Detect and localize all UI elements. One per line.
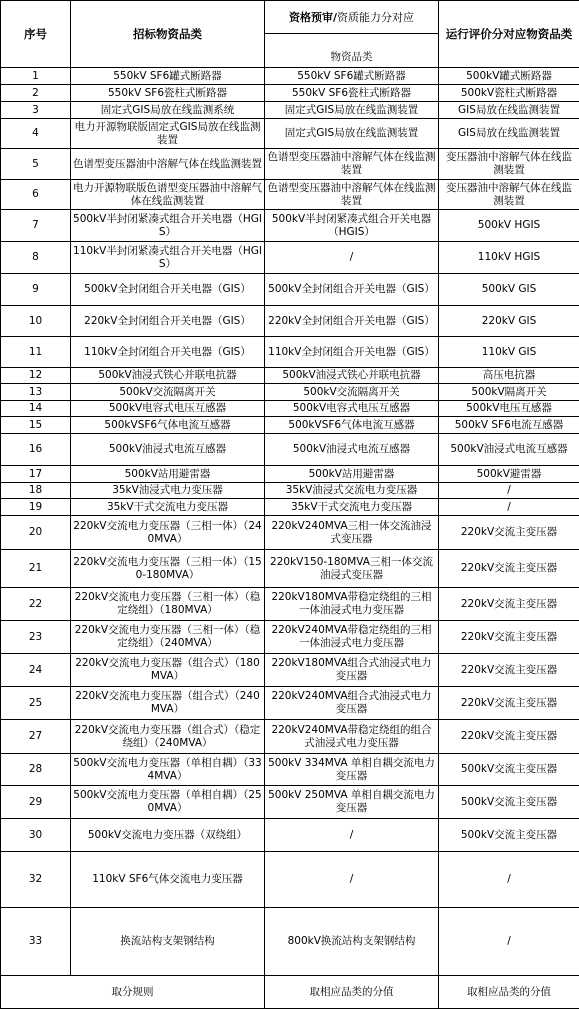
table-header-row — [1, 1, 579, 68]
row-qual-category: 500kV油浸式铁心并联电抗器 — [265, 368, 439, 384]
row-no: 20 — [1, 516, 71, 550]
table-row — [1, 516, 579, 550]
row-bid-category: 500kV站用避雷器 — [71, 466, 265, 483]
row-eval-category: 220kV交流主变压器 — [439, 516, 579, 550]
row-bid-category: 500kV交流电力变压器（单相自耦）（334MVA） — [71, 754, 265, 786]
row-bid-category: 35kV干式交流电力变压器 — [71, 499, 265, 516]
table-body — [1, 68, 579, 976]
table-row — [1, 180, 579, 210]
row-eval-category: 500kV交流主变压器 — [439, 754, 579, 786]
table-row — [1, 720, 579, 754]
row-eval-category: / — [439, 852, 579, 908]
row-eval-category: 500kV隔离开关 — [439, 384, 579, 401]
row-bid-category: 220kV交流电力变压器（组合式）（180MVA） — [71, 654, 265, 687]
row-bid-category: 35kV油浸式电力变压器 — [71, 483, 265, 499]
table-row — [1, 384, 579, 401]
row-no: 10 — [1, 306, 71, 337]
row-qual-category: 色谱型变压器油中溶解气体在线监测装置 — [265, 180, 439, 210]
row-qual-category: 500kV站用避雷器 — [265, 466, 439, 483]
row-eval-category: 220kV GIS — [439, 306, 579, 337]
row-qual-category: 500kV交流隔离开关 — [265, 384, 439, 401]
row-no: 4 — [1, 119, 71, 149]
row-bid-category: 500kV全封闭组合开关电器（GIS） — [71, 274, 265, 306]
row-eval-category: 110kV HGIS — [439, 242, 579, 274]
row-bid-category: 220kV交流电力变压器（三相一体）（240MVA） — [71, 516, 265, 550]
header-bid-category: 招标物资品类 — [71, 1, 265, 68]
header-qual-bold: 资格预审/ — [288, 10, 338, 24]
row-eval-category: / — [439, 499, 579, 516]
row-bid-category: 220kV交流电力变压器（三相一体）（稳定绕组）（180MVA） — [71, 588, 265, 621]
table-row — [1, 401, 579, 417]
footer-qual: 取相应品类的分值 — [265, 976, 439, 1009]
row-qual-category: 35kV干式交流电力变压器 — [265, 499, 439, 516]
row-eval-category: 500kV避雷器 — [439, 466, 579, 483]
table-row — [1, 434, 579, 466]
row-no: 24 — [1, 654, 71, 687]
table-row — [1, 306, 579, 337]
row-no: 23 — [1, 621, 71, 654]
table-row — [1, 337, 579, 368]
table-row — [1, 852, 579, 908]
table-row — [1, 588, 579, 621]
table-row — [1, 242, 579, 274]
row-qual-category: 35kV油浸式交流电力变压器 — [265, 483, 439, 499]
table-row — [1, 85, 579, 102]
row-bid-category: 500kV交流隔离开关 — [71, 384, 265, 401]
row-qual-category: 220kV240MVA带稳定绕组的组合式油浸式电力变压器 — [265, 720, 439, 754]
row-bid-category: 500kV交流电力变压器（单相自耦）（250MVA） — [71, 786, 265, 819]
row-eval-category: 500kV GIS — [439, 274, 579, 306]
row-qual-category: 550kV SF6瓷柱式断路器 — [265, 85, 439, 102]
footer-row — [1, 976, 579, 1009]
table-row — [1, 210, 579, 242]
row-eval-category: 220kV交流主变压器 — [439, 687, 579, 720]
row-qual-category: 110kV全封闭组合开关电器（GIS） — [265, 337, 439, 368]
row-bid-category: 550kV SF6瓷柱式断路器 — [71, 85, 265, 102]
row-eval-category: 220kV交流主变压器 — [439, 654, 579, 687]
table-row — [1, 754, 579, 786]
row-qual-category: 500kV油浸式电流互感器 — [265, 434, 439, 466]
row-qual-category: 550kV SF6罐式断路器 — [265, 68, 439, 85]
table-row — [1, 149, 579, 180]
table-row — [1, 550, 579, 588]
footer-eval: 取相应品类的分值 — [439, 976, 579, 1009]
row-qual-category: 220kV180MVA带稳定绕组的三相一体油浸式电力变压器 — [265, 588, 439, 621]
row-eval-category: 500kV HGIS — [439, 210, 579, 242]
table-row — [1, 102, 579, 119]
table-row — [1, 499, 579, 516]
header-qual-rest: 资质能力分对应 — [337, 10, 415, 24]
table-row — [1, 274, 579, 306]
row-qual-category: 220kV240MVA组合式油浸式电力变压器 — [265, 687, 439, 720]
row-qual-category: 500kV 250MVA 单相自耦交流电力变压器 — [265, 786, 439, 819]
row-no: 19 — [1, 499, 71, 516]
row-qual-category: 500kV半封闭紧凑式组合开关电器（HGIS） — [265, 210, 439, 242]
row-no: 25 — [1, 687, 71, 720]
row-eval-category: 500kV罐式断路器 — [439, 68, 579, 85]
table-row — [1, 68, 579, 85]
row-no: 27 — [1, 720, 71, 754]
row-eval-category: 500kV瓷柱式断路器 — [439, 85, 579, 102]
row-no: 12 — [1, 368, 71, 384]
table-row — [1, 621, 579, 654]
row-bid-category: 110kV SF6气体交流电力变压器 — [71, 852, 265, 908]
row-bid-category: 500kV电容式电压互感器 — [71, 401, 265, 417]
row-qual-category: 固定式GIS局放在线监测装置 — [265, 119, 439, 149]
header-no: 序号 — [1, 1, 71, 68]
table-row — [1, 908, 579, 976]
row-bid-category: 电力开源物联版色谱型变压器油中溶解气体在线监测装置 — [71, 180, 265, 210]
header-qual-sub: 物资品类 — [330, 51, 373, 63]
row-no: 29 — [1, 786, 71, 819]
row-qual-category: 固定式GIS局放在线监测装置 — [265, 102, 439, 119]
row-bid-category: 220kV交流电力变压器（三相一体）（150-180MVA） — [71, 550, 265, 588]
row-no: 21 — [1, 550, 71, 588]
header-eval-category: 运行评价分对应物资品类 — [439, 1, 579, 68]
table-row — [1, 786, 579, 819]
row-no: 9 — [1, 274, 71, 306]
row-qual-category: / — [265, 242, 439, 274]
row-bid-category: 500kV交流电力变压器（双绕组） — [71, 819, 265, 852]
row-eval-category: 500kV SF6电流互感器 — [439, 417, 579, 434]
row-qual-category: / — [265, 852, 439, 908]
row-eval-category: GIS局放在线监测装置 — [439, 102, 579, 119]
row-qual-category: 800kV换流站构支架钢结构 — [265, 908, 439, 976]
row-eval-category: / — [439, 483, 579, 499]
row-qual-category: 220kV240MVA三相一体交流油浸式变压器 — [265, 516, 439, 550]
row-qual-category: 220kV150-180MVA三相一体交流油浸式变压器 — [265, 550, 439, 588]
row-no: 17 — [1, 466, 71, 483]
row-bid-category: 220kV全封闭组合开关电器（GIS） — [71, 306, 265, 337]
row-bid-category: 500kVSF6气体电流互感器 — [71, 417, 265, 434]
row-no: 8 — [1, 242, 71, 274]
row-no: 7 — [1, 210, 71, 242]
row-bid-category: 220kV交流电力变压器（组合式）（稳定绕组）（240MVA） — [71, 720, 265, 754]
row-no: 22 — [1, 588, 71, 621]
row-eval-category: 500kV油浸式电流互感器 — [439, 434, 579, 466]
row-eval-category: 500kV交流主变压器 — [439, 819, 579, 852]
row-no: 3 — [1, 102, 71, 119]
row-eval-category: 110kV GIS — [439, 337, 579, 368]
table-row — [1, 483, 579, 499]
row-qual-category: 500kV 334MVA 单相自耦交流电力变压器 — [265, 754, 439, 786]
table-row — [1, 119, 579, 149]
row-no: 16 — [1, 434, 71, 466]
row-no: 28 — [1, 754, 71, 786]
row-qual-category: 220kV180MVA组合式油浸式电力变压器 — [265, 654, 439, 687]
row-no: 1 — [1, 68, 71, 85]
table-row — [1, 466, 579, 483]
row-eval-category: 变压器油中溶解气体在线监测装置 — [439, 180, 579, 210]
row-qual-category: 500kV电容式电压互感器 — [265, 401, 439, 417]
row-no: 18 — [1, 483, 71, 499]
row-no: 32 — [1, 852, 71, 908]
row-no: 15 — [1, 417, 71, 434]
row-bid-category: 500kV油浸式电流互感器 — [71, 434, 265, 466]
row-qual-category: 500kVSF6气体电流互感器 — [265, 417, 439, 434]
table-row — [1, 417, 579, 434]
footer-rule: 取分规则 — [1, 976, 265, 1009]
row-no: 14 — [1, 401, 71, 417]
row-qual-category: / — [265, 819, 439, 852]
row-qual-category: 色谱型变压器油中溶解气体在线监测装置 — [265, 149, 439, 180]
row-bid-category: 500kV半封闭紧凑式组合开关电器（HGIS） — [71, 210, 265, 242]
row-bid-category: 110kV全封闭组合开关电器（GIS） — [71, 337, 265, 368]
row-bid-category: 色谱型变压器油中溶解气体在线监测装置 — [71, 149, 265, 180]
table-row — [1, 819, 579, 852]
table-row — [1, 687, 579, 720]
row-eval-category: / — [439, 908, 579, 976]
row-no: 6 — [1, 180, 71, 210]
row-bid-category: 550kV SF6罐式断路器 — [71, 68, 265, 85]
row-bid-category: 220kV交流电力变压器（组合式）（240MVA） — [71, 687, 265, 720]
row-eval-category: 220kV交流主变压器 — [439, 720, 579, 754]
row-qual-category: 220kV240MVA带稳定绕组的三相一体油浸式电力变压器 — [265, 621, 439, 654]
row-qual-category: 220kV全封闭组合开关电器（GIS） — [265, 306, 439, 337]
row-bid-category: 220kV交流电力变压器（三相一体）（稳定绕组）（240MVA） — [71, 621, 265, 654]
row-no: 33 — [1, 908, 71, 976]
row-no: 13 — [1, 384, 71, 401]
row-eval-category: 500kV电压互感器 — [439, 401, 579, 417]
row-eval-category: GIS局放在线监测装置 — [439, 119, 579, 149]
row-bid-category: 电力开源物联版固定式GIS局放在线监测装置 — [71, 119, 265, 149]
table-row — [1, 368, 579, 384]
row-no: 5 — [1, 149, 71, 180]
row-bid-category: 110kV半封闭紧凑式组合开关电器（HGIS） — [71, 242, 265, 274]
row-eval-category: 500kV交流主变压器 — [439, 786, 579, 819]
header-qualification — [265, 1, 439, 68]
row-no: 2 — [1, 85, 71, 102]
row-bid-category: 换流站构支架钢结构 — [71, 908, 265, 976]
row-eval-category: 220kV交流主变压器 — [439, 588, 579, 621]
row-qual-category: 500kV全封闭组合开关电器（GIS） — [265, 274, 439, 306]
row-eval-category: 220kV交流主变压器 — [439, 550, 579, 588]
table-row — [1, 654, 579, 687]
row-bid-category: 固定式GIS局放在线监测系统 — [71, 102, 265, 119]
row-eval-category: 变压器油中溶解气体在线监测装置 — [439, 149, 579, 180]
row-eval-category: 220kV交流主变压器 — [439, 621, 579, 654]
row-bid-category: 500kV油浸式铁心并联电抗器 — [71, 368, 265, 384]
row-no: 11 — [1, 337, 71, 368]
row-no: 30 — [1, 819, 71, 852]
row-eval-category: 高压电抗器 — [439, 368, 579, 384]
